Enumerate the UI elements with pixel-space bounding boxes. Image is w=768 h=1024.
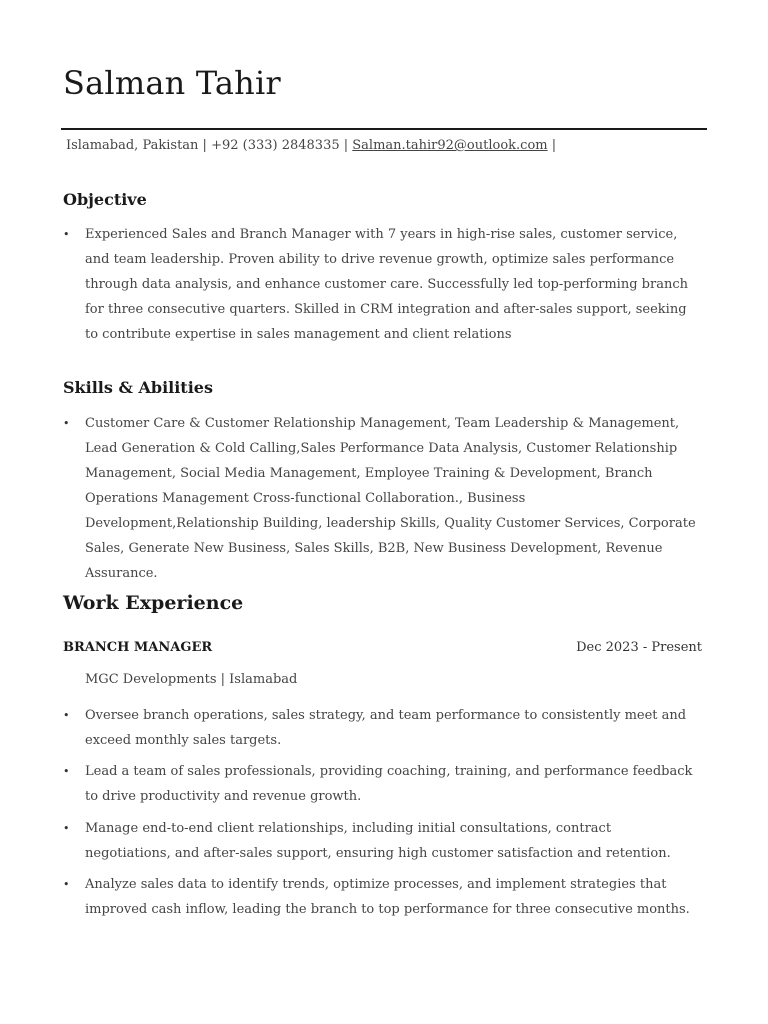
objective-bullet: • xyxy=(63,228,70,241)
duty-bullet: • xyxy=(63,878,70,891)
candidate-name: Salman Tahir xyxy=(63,64,281,102)
job-title: BRANCH MANAGER xyxy=(63,640,213,655)
contact-location-phone: Islamabad, Pakistan | +92 (333) 2848335 | xyxy=(66,138,353,153)
objective-text: Experienced Sales and Branch Manager with 7 years in high-rise sales, customer service, and team leadership. Proven ability to drive revenue growth, optimize sales performance through data analysis, and enhance customer care. Successfully led top-performing branch for three consecutive quarters. Skilled in CRM integration and after-sales support, seeking to contribute expertise in sales management and client relations xyxy=(85,227,688,342)
skills-bullet: • xyxy=(63,417,70,430)
duty-bullet: • xyxy=(63,822,70,835)
duty-item: Oversee branch operations, sales strategy, and team performance to consistently meet and exceed monthly sales targets. xyxy=(85,708,687,748)
duty-item: Lead a team of sales professionals, providing coaching, training, and performance feedback to drive productivity and revenue growth. xyxy=(85,764,693,804)
duty-item: Manage end-to-end client relationships, including initial consultations, contract negotiations, and after-sales support, ensuring high customer satisfaction and retention. xyxy=(85,821,671,861)
skills-heading: Skills & Abilities xyxy=(63,378,213,397)
job-date: Dec 2023 - Present xyxy=(576,640,702,655)
duty-bullet: • xyxy=(63,709,70,722)
job-company: MGC Developments | Islamabad xyxy=(85,672,298,687)
contact-trailing: | xyxy=(547,138,557,153)
objective-heading: Objective xyxy=(63,190,147,209)
email-link[interactable]: Salman.tahir92@outlook.com xyxy=(352,138,548,153)
duty-item: Analyze sales data to identify trends, optimize processes, and implement strategies that improved cash inflow, leading the branch to top performance for three consecutive months. xyxy=(85,877,690,917)
duty-bullet: • xyxy=(63,765,70,778)
contact-line xyxy=(66,138,556,153)
skills-text: Customer Care & Customer Relationship Management, Team Leadership & Management, Lead Generation & Cold Calling,Sales Performance Data Analysis, Customer Relationship Management, Social Media Management, Employee Training & Development, Branch Operations Management Cross-functional Collaboration., Business Development,Relationship Building, leadership Skills, Quality Customer Services, Corporate Sales, Generate New Business, Sales Skills, B2B, New Business Development, Revenue Assurance. xyxy=(85,416,696,581)
work-experience-heading: Work Experience xyxy=(63,592,244,614)
header-divider xyxy=(61,128,707,130)
